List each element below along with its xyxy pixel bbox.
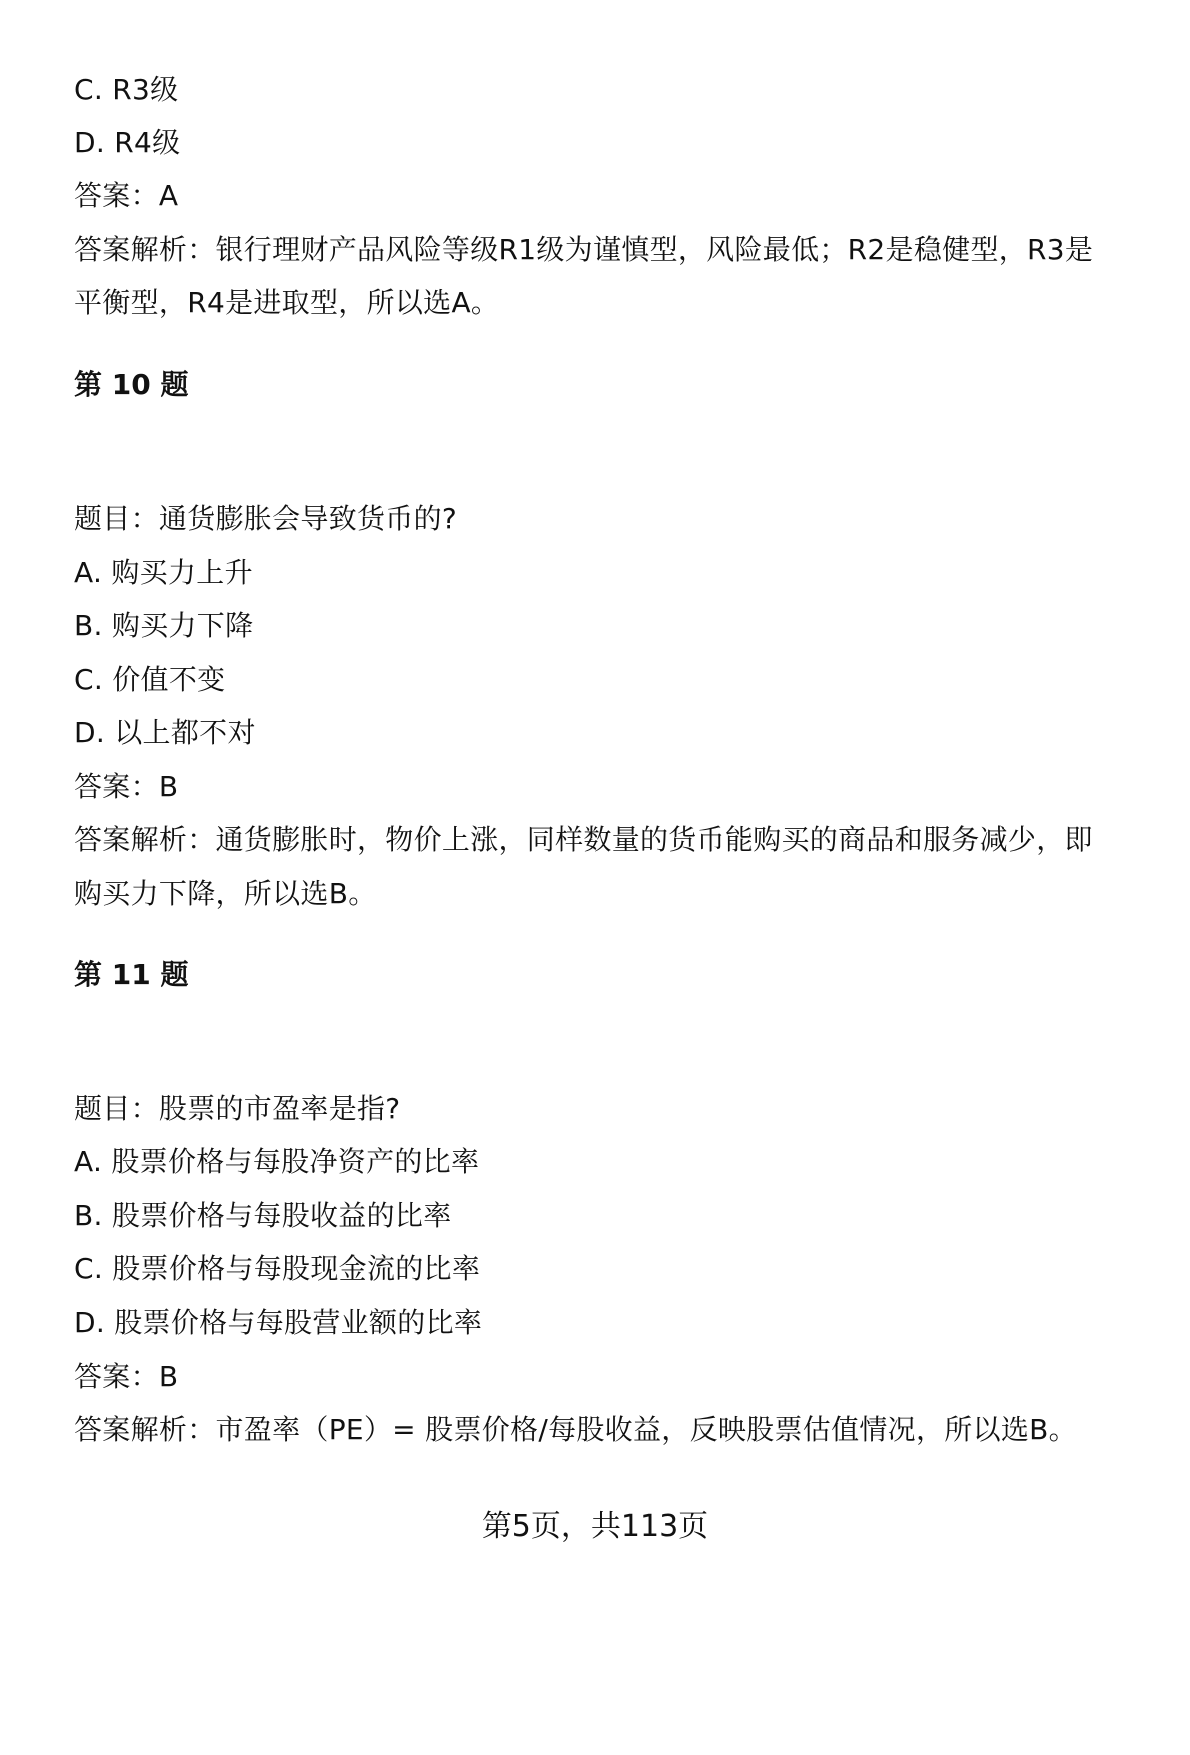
q11-option-d: D. 股票价格与每股营业额的比率 [74,1306,483,1339]
prev-analysis-line2: 平衡型，R4是进取型，所以选A。 [74,286,500,319]
prev-analysis-line1: 答案解析：银行理财产品风险等级R1级为谨慎型，风险最低；R2是稳健型，R3是 [74,233,1094,266]
prev-option-c: C. R3级 [74,73,179,106]
page-number-footer: 第5页，共113页 [481,1509,709,1544]
q11-question: 题目：股票的市盈率是指? [74,1092,401,1125]
q11-option-a: A. 股票价格与每股净资产的比率 [74,1145,480,1178]
q10-analysis-line1: 答案解析：通货膨胀时，物价上涨，同样数量的货币能购买的商品和服务减少，即 [74,823,1093,856]
q10-heading: 第 10 题 [74,368,189,401]
q10-analysis-line2: 购买力下降，所以选B。 [74,877,377,910]
q10-option-a: A. 购买力上升 [74,556,253,589]
q10-question: 题目：通货膨胀会导致货币的? [74,502,458,535]
q11-option-c: C. 股票价格与每股现金流的比率 [74,1252,481,1285]
q11-analysis-line1: 答案解析：市盈率（PE）= 股票价格/每股收益，反映股票估值情况，所以选B。 [74,1413,1077,1446]
q11-heading: 第 11 题 [74,958,189,991]
prev-answer: 答案：A [74,179,179,212]
q11-option-b: B. 股票价格与每股收益的比率 [74,1199,452,1232]
q11-answer: 答案：B [74,1360,179,1393]
q10-answer: 答案：B [74,770,179,803]
q10-option-d: D. 以上都不对 [74,716,256,749]
q10-option-c: C. 价值不变 [74,663,226,696]
prev-option-d: D. R4级 [74,126,181,159]
q10-option-b: B. 购买力下降 [74,609,254,642]
